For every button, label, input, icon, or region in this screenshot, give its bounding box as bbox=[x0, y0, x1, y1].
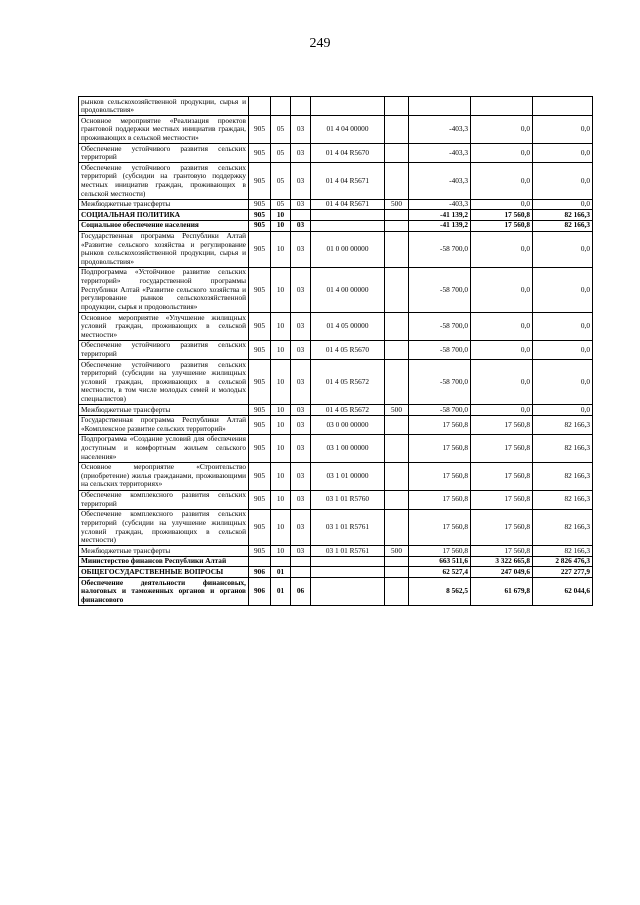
cell-amount-1 bbox=[409, 97, 471, 116]
cell-admin-code: 905 bbox=[249, 490, 271, 509]
cell-subsection-code bbox=[291, 97, 311, 116]
table-row bbox=[79, 144, 593, 163]
cell-expense-type: 500 bbox=[385, 405, 409, 416]
cell-name: Министерство финансов Республики Алтай bbox=[79, 556, 249, 567]
cell-name: Обеспечение комплексного развития сельских территорий bbox=[79, 490, 249, 509]
cell-expense-type bbox=[385, 509, 409, 545]
cell-target-article: 01 4 05 R5672 bbox=[311, 405, 385, 416]
cell-section-code: 01 bbox=[271, 567, 291, 578]
cell-amount-1: 17 560,8 bbox=[409, 415, 471, 434]
page-number: 249 bbox=[309, 36, 331, 51]
cell-amount-2: 17 560,8 bbox=[471, 509, 533, 545]
cell-amount-3: 0,0 bbox=[533, 144, 593, 163]
cell-amount-3: 82 166,3 bbox=[533, 415, 593, 434]
table-row bbox=[79, 415, 593, 434]
cell-section-code bbox=[271, 97, 291, 116]
cell-amount-3: 82 166,3 bbox=[533, 462, 593, 490]
cell-subsection-code: 03 bbox=[291, 360, 311, 405]
cell-section-code: 10 bbox=[271, 313, 291, 341]
cell-name: Обеспечение комплексного развития сельских территорий (субсидии на улучшение жилищных условий граждан, проживающих в сельской местности) bbox=[79, 509, 249, 545]
cell-amount-1: -58 700,0 bbox=[409, 340, 471, 359]
cell-amount-2: 247 049,6 bbox=[471, 567, 533, 578]
cell-admin-code: 906 bbox=[249, 567, 271, 578]
cell-section-code: 10 bbox=[271, 546, 291, 557]
cell-name: рынков сельскохозяйственной продукции, сырья и продовольствия» bbox=[79, 97, 249, 116]
cell-amount-3: 0,0 bbox=[533, 231, 593, 267]
cell-amount-2: 0,0 bbox=[471, 163, 533, 199]
table-row bbox=[79, 509, 593, 545]
cell-subsection-code: 03 bbox=[291, 116, 311, 144]
table-row bbox=[79, 210, 593, 221]
cell-section-code: 05 bbox=[271, 116, 291, 144]
cell-admin-code: 905 bbox=[249, 509, 271, 545]
cell-target-article: 01 4 04 R5671 bbox=[311, 163, 385, 199]
cell-amount-2: 0,0 bbox=[471, 144, 533, 163]
cell-admin-code bbox=[249, 97, 271, 116]
cell-amount-3: 82 166,3 bbox=[533, 490, 593, 509]
cell-amount-1: 62 527,4 bbox=[409, 567, 471, 578]
cell-subsection-code: 03 bbox=[291, 220, 311, 231]
cell-amount-1: -403,3 bbox=[409, 116, 471, 144]
cell-expense-type bbox=[385, 97, 409, 116]
cell-amount-3: 0,0 bbox=[533, 267, 593, 312]
cell-admin-code bbox=[249, 556, 271, 567]
cell-name: Государственная программа Республики Алтай «Развитие сельского хозяйства и регулирование рынков сельскохозяйственной продукции, сырья и продовольствия» bbox=[79, 231, 249, 267]
cell-amount-1: 8 562,5 bbox=[409, 578, 471, 606]
cell-subsection-code: 03 bbox=[291, 546, 311, 557]
cell-name: Обеспечение устойчивого развития сельских территорий (субсидии на улучшение жилищных условий граждан, проживающих в сельской местности, в том числе молодых семей и молодых специалистов) bbox=[79, 360, 249, 405]
cell-target-article: 03 1 01 R5761 bbox=[311, 546, 385, 557]
cell-subsection-code: 03 bbox=[291, 340, 311, 359]
cell-name: ОБЩЕГОСУДАРСТВЕННЫЕ ВОПРОСЫ bbox=[79, 567, 249, 578]
cell-amount-3: 62 044,6 bbox=[533, 578, 593, 606]
cell-expense-type bbox=[385, 163, 409, 199]
cell-amount-1: 17 560,8 bbox=[409, 462, 471, 490]
cell-admin-code: 905 bbox=[249, 360, 271, 405]
cell-admin-code: 905 bbox=[249, 220, 271, 231]
cell-amount-2: 0,0 bbox=[471, 405, 533, 416]
cell-name: СОЦИАЛЬНАЯ ПОЛИТИКА bbox=[79, 210, 249, 221]
cell-amount-3: 227 277,9 bbox=[533, 567, 593, 578]
cell-amount-2: 0,0 bbox=[471, 267, 533, 312]
cell-admin-code: 905 bbox=[249, 415, 271, 434]
cell-subsection-code: 06 bbox=[291, 578, 311, 606]
cell-name: Государственная программа Республики Алтай «Комплексное развитие сельских территорий» bbox=[79, 415, 249, 434]
cell-expense-type bbox=[385, 462, 409, 490]
cell-expense-type bbox=[385, 231, 409, 267]
table-row bbox=[79, 163, 593, 199]
cell-target-article: 01 4 04 00000 bbox=[311, 116, 385, 144]
cell-section-code: 01 bbox=[271, 578, 291, 606]
cell-name: Подпрограмма «Устойчивое развитие сельских территорий» государственной программы Республики Алтай «Развитие сельского хозяйства и регулирование рынков сельскохозяйственной продукции, сырья и продовольствия» bbox=[79, 267, 249, 312]
cell-name: Обеспечение деятельности финансовых, налоговых и таможенных органов и органов финансового bbox=[79, 578, 249, 606]
cell-amount-3: 0,0 bbox=[533, 360, 593, 405]
cell-amount-2: 0,0 bbox=[471, 340, 533, 359]
cell-amount-1: -58 700,0 bbox=[409, 313, 471, 341]
cell-name: Социальное обеспечение населения bbox=[79, 220, 249, 231]
cell-target-article: 03 0 00 00000 bbox=[311, 415, 385, 434]
cell-admin-code: 905 bbox=[249, 340, 271, 359]
cell-expense-type bbox=[385, 578, 409, 606]
cell-amount-3: 82 166,3 bbox=[533, 434, 593, 462]
cell-subsection-code: 03 bbox=[291, 163, 311, 199]
cell-section-code: 10 bbox=[271, 220, 291, 231]
cell-expense-type bbox=[385, 556, 409, 567]
cell-amount-1: 17 560,8 bbox=[409, 434, 471, 462]
cell-admin-code: 905 bbox=[249, 199, 271, 210]
cell-target-article bbox=[311, 567, 385, 578]
cell-section-code: 10 bbox=[271, 340, 291, 359]
cell-admin-code: 905 bbox=[249, 163, 271, 199]
cell-expense-type bbox=[385, 340, 409, 359]
cell-subsection-code: 03 bbox=[291, 231, 311, 267]
cell-expense-type bbox=[385, 313, 409, 341]
cell-section-code: 10 bbox=[271, 490, 291, 509]
cell-subsection-code: 03 bbox=[291, 490, 311, 509]
table-row bbox=[79, 490, 593, 509]
cell-amount-3: 0,0 bbox=[533, 199, 593, 210]
cell-admin-code: 905 bbox=[249, 462, 271, 490]
cell-name: Межбюджетные трансферты bbox=[79, 199, 249, 210]
cell-target-article bbox=[311, 578, 385, 606]
cell-amount-1: 17 560,8 bbox=[409, 490, 471, 509]
table-row bbox=[79, 567, 593, 578]
cell-name: Основное мероприятие «Улучшение жилищных условий граждан, проживающих в сельской местности» bbox=[79, 313, 249, 341]
cell-section-code bbox=[271, 556, 291, 567]
cell-admin-code: 905 bbox=[249, 116, 271, 144]
table-row bbox=[79, 556, 593, 567]
cell-target-article: 03 1 00 00000 bbox=[311, 434, 385, 462]
cell-amount-3 bbox=[533, 97, 593, 116]
cell-admin-code: 905 bbox=[249, 144, 271, 163]
table-row bbox=[79, 340, 593, 359]
cell-subsection-code: 03 bbox=[291, 462, 311, 490]
cell-name: Основное мероприятие «Строительство (приобретение) жилья гражданами, проживающими на сельских территориях» bbox=[79, 462, 249, 490]
cell-expense-type bbox=[385, 567, 409, 578]
cell-amount-1: -403,3 bbox=[409, 199, 471, 210]
cell-amount-2: 0,0 bbox=[471, 360, 533, 405]
cell-amount-2 bbox=[471, 97, 533, 116]
cell-target-article: 01 4 04 R5670 bbox=[311, 144, 385, 163]
cell-amount-1: -58 700,0 bbox=[409, 267, 471, 312]
cell-expense-type bbox=[385, 490, 409, 509]
cell-section-code: 10 bbox=[271, 267, 291, 312]
cell-target-article bbox=[311, 556, 385, 567]
cell-target-article bbox=[311, 210, 385, 221]
cell-amount-1: -41 139,2 bbox=[409, 220, 471, 231]
cell-amount-1: -403,3 bbox=[409, 144, 471, 163]
cell-amount-1: 17 560,8 bbox=[409, 509, 471, 545]
cell-section-code: 10 bbox=[271, 415, 291, 434]
cell-section-code: 10 bbox=[271, 405, 291, 416]
cell-subsection-code: 03 bbox=[291, 313, 311, 341]
cell-amount-1: -403,3 bbox=[409, 163, 471, 199]
cell-target-article: 01 4 00 00000 bbox=[311, 267, 385, 312]
cell-amount-2: 0,0 bbox=[471, 116, 533, 144]
cell-amount-3: 0,0 bbox=[533, 405, 593, 416]
cell-subsection-code: 03 bbox=[291, 144, 311, 163]
cell-amount-3: 0,0 bbox=[533, 163, 593, 199]
cell-name: Обеспечение устойчивого развития сельских территорий (субсидии на грантовую поддержку местных инициатив граждан, проживающих в сельской местности) bbox=[79, 163, 249, 199]
cell-section-code: 10 bbox=[271, 462, 291, 490]
cell-name: Межбюджетные трансферты bbox=[79, 546, 249, 557]
cell-subsection-code: 03 bbox=[291, 267, 311, 312]
cell-expense-type bbox=[385, 144, 409, 163]
cell-target-article: 03 1 01 00000 bbox=[311, 462, 385, 490]
cell-amount-2: 17 560,8 bbox=[471, 462, 533, 490]
cell-name: Межбюджетные трансферты bbox=[79, 405, 249, 416]
cell-subsection-code: 03 bbox=[291, 434, 311, 462]
cell-name: Основное мероприятие «Реализация проектов грантовой поддержки местных инициатив граждан, проживающих в сельской местности» bbox=[79, 116, 249, 144]
cell-admin-code: 906 bbox=[249, 578, 271, 606]
cell-amount-2: 17 560,8 bbox=[471, 210, 533, 221]
table-row bbox=[79, 313, 593, 341]
cell-amount-1: -58 700,0 bbox=[409, 405, 471, 416]
table-row bbox=[79, 199, 593, 210]
cell-expense-type: 500 bbox=[385, 199, 409, 210]
table-row bbox=[79, 546, 593, 557]
cell-target-article bbox=[311, 97, 385, 116]
cell-expense-type bbox=[385, 267, 409, 312]
cell-target-article: 01 4 05 00000 bbox=[311, 313, 385, 341]
cell-name: Обеспечение устойчивого развития сельских территорий bbox=[79, 340, 249, 359]
cell-amount-2: 3 322 665,8 bbox=[471, 556, 533, 567]
cell-section-code: 10 bbox=[271, 360, 291, 405]
cell-target-article: 03 1 01 R5761 bbox=[311, 509, 385, 545]
table-body bbox=[79, 97, 593, 606]
cell-amount-1: -41 139,2 bbox=[409, 210, 471, 221]
cell-amount-3: 0,0 bbox=[533, 340, 593, 359]
cell-admin-code: 905 bbox=[249, 405, 271, 416]
cell-amount-2: 17 560,8 bbox=[471, 490, 533, 509]
cell-expense-type: 500 bbox=[385, 546, 409, 557]
cell-amount-2: 61 679,8 bbox=[471, 578, 533, 606]
cell-section-code: 10 bbox=[271, 434, 291, 462]
cell-subsection-code: 03 bbox=[291, 199, 311, 210]
cell-amount-2: 17 560,8 bbox=[471, 546, 533, 557]
cell-amount-2: 17 560,8 bbox=[471, 415, 533, 434]
table-row bbox=[79, 116, 593, 144]
cell-admin-code: 905 bbox=[249, 434, 271, 462]
cell-admin-code: 905 bbox=[249, 546, 271, 557]
cell-amount-2: 0,0 bbox=[471, 231, 533, 267]
cell-amount-3: 82 166,3 bbox=[533, 220, 593, 231]
cell-subsection-code bbox=[291, 556, 311, 567]
cell-admin-code: 905 bbox=[249, 231, 271, 267]
cell-target-article: 01 4 05 R5672 bbox=[311, 360, 385, 405]
table-row bbox=[79, 231, 593, 267]
cell-expense-type bbox=[385, 210, 409, 221]
cell-amount-3: 2 826 476,3 bbox=[533, 556, 593, 567]
cell-target-article: 01 0 00 00000 bbox=[311, 231, 385, 267]
cell-amount-1: 663 511,6 bbox=[409, 556, 471, 567]
cell-expense-type bbox=[385, 415, 409, 434]
table-row bbox=[79, 220, 593, 231]
cell-amount-3: 0,0 bbox=[533, 116, 593, 144]
cell-amount-3: 82 166,3 bbox=[533, 210, 593, 221]
cell-amount-2: 17 560,8 bbox=[471, 220, 533, 231]
cell-amount-1: 17 560,8 bbox=[409, 546, 471, 557]
cell-target-article: 01 4 04 R5671 bbox=[311, 199, 385, 210]
cell-section-code: 05 bbox=[271, 163, 291, 199]
cell-target-article bbox=[311, 220, 385, 231]
cell-expense-type bbox=[385, 220, 409, 231]
cell-amount-3: 82 166,3 bbox=[533, 509, 593, 545]
cell-amount-1: -58 700,0 bbox=[409, 231, 471, 267]
cell-section-code: 10 bbox=[271, 509, 291, 545]
cell-section-code: 05 bbox=[271, 199, 291, 210]
table-row bbox=[79, 267, 593, 312]
cell-admin-code: 905 bbox=[249, 210, 271, 221]
cell-subsection-code: 03 bbox=[291, 509, 311, 545]
cell-amount-1: -58 700,0 bbox=[409, 360, 471, 405]
cell-subsection-code bbox=[291, 210, 311, 221]
table-row bbox=[79, 405, 593, 416]
cell-admin-code: 905 bbox=[249, 313, 271, 341]
cell-name: Обеспечение устойчивого развития сельских территорий bbox=[79, 144, 249, 163]
cell-expense-type bbox=[385, 434, 409, 462]
cell-amount-3: 0,0 bbox=[533, 313, 593, 341]
table-row bbox=[79, 578, 593, 606]
cell-name: Подпрограмма «Создание условий для обеспечения доступным и комфортным жильем сельского населения» bbox=[79, 434, 249, 462]
budget-table bbox=[78, 96, 593, 606]
cell-section-code: 10 bbox=[271, 210, 291, 221]
cell-target-article: 03 1 01 R5760 bbox=[311, 490, 385, 509]
cell-expense-type bbox=[385, 116, 409, 144]
cell-admin-code: 905 bbox=[249, 267, 271, 312]
cell-section-code: 05 bbox=[271, 144, 291, 163]
cell-target-article: 01 4 05 R5670 bbox=[311, 340, 385, 359]
cell-section-code: 10 bbox=[271, 231, 291, 267]
cell-amount-2: 0,0 bbox=[471, 313, 533, 341]
cell-subsection-code bbox=[291, 567, 311, 578]
table-row bbox=[79, 360, 593, 405]
cell-amount-2: 0,0 bbox=[471, 199, 533, 210]
cell-expense-type bbox=[385, 360, 409, 405]
table-row bbox=[79, 434, 593, 462]
cell-subsection-code: 03 bbox=[291, 405, 311, 416]
cell-subsection-code: 03 bbox=[291, 415, 311, 434]
table-row bbox=[79, 462, 593, 490]
cell-amount-2: 17 560,8 bbox=[471, 434, 533, 462]
table-row bbox=[79, 97, 593, 116]
cell-amount-3: 82 166,3 bbox=[533, 546, 593, 557]
